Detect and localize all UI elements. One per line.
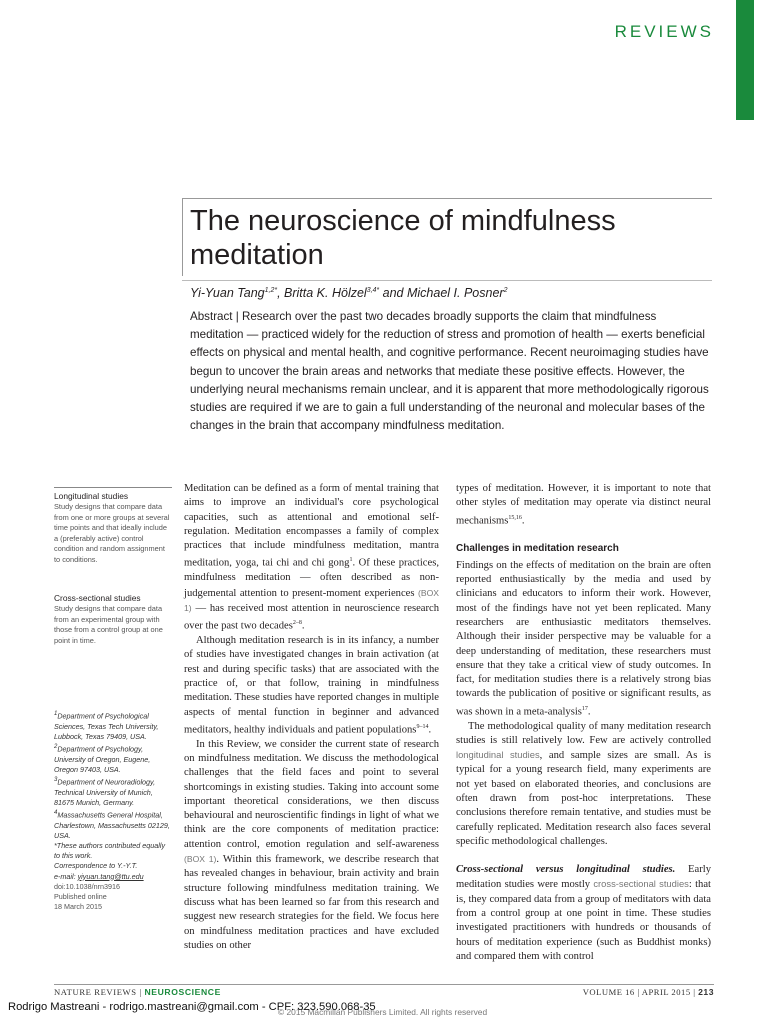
glossary-definition: Study designs that compare data from an experimental group with those from a control group at one point in time.: [54, 604, 163, 645]
abstract: Abstract | Research over the past two decades broadly supports the claim that mindfulness meditation — practiced widely for the reduction of stress and promotion of health — exerts beneficial effects on physical and mental health, and cognitive performance. Recent neuroimaging studies have begun to uncover the brain areas and networks that mediate these positive effects. However, the underlying neural mechanisms remain unclear, and it is apparent that more methodologically rigorous studies are required if we are to gain a full understanding of the neuronal and molecular bases of the changes in the brain that accompany mindfulness meditation.: [190, 310, 709, 433]
journal-name: NATURE REVIEWS | NEUROSCIENCE: [54, 987, 221, 997]
glossary-entry: [54, 487, 172, 566]
paragraph: The methodological quality of many meditation research studies is still relatively low. Few are actively controlled longitudinal studies, and sample sizes are small. As is typical for a young research field, many experiments are not yet based on elaborated theories, and conclusions are often drawn from post-hoc interpretations. These conclusions therefore remain tentative, and studies must be carefully replicated. Meditation research also faces several specific methodological challenges.: [456, 720, 711, 847]
email-link[interactable]: yiyuan.tang@ttu.edu: [77, 871, 144, 881]
glossary-term: Cross-sectional studies: [54, 593, 141, 603]
glossary-term: Longitudinal studies: [54, 491, 129, 501]
published-date: 18 March 2015: [54, 902, 102, 912]
paragraph: In this Review, we consider the current state of research on mindfulness meditation. We discuss the methodological challenges that the field faces and point to several shortcomings in existing studies. Taking into account some important theoretical considerations, we then discuss behavioural and neuroscientific findings in light of what we think are the core components of meditation practice: attention control, emotion regulation and self-awareness (BOX 1). Within this framework, we describe research that has revealed changes in behaviour, brain activity and brain structure following mindfulness meditation training. We discuss what has been learned so far from this research and suggest new research strategies for the field. We focus here on mindfulness meditation practices and have excluded studies on other: [184, 738, 439, 951]
subheading: Cross-sectional versus longitudinal studies.: [456, 864, 676, 876]
footer-rule: [54, 984, 714, 985]
paragraph: Meditation can be defined as a form of mental training that aims to improve an individual's core psychological capacities, such as attentional and emotional self-regulation. Meditation encompasses a family of complex practices that include mindfulness meditation, mantra meditation, yoga, tai chi and chi gong$^1$. Of these practices, mindfulness meditation — often described as non-judgemental attention to present-moment experiences (BOX 1) — has received most attention in neuroscience research over the past two decades$^{2-8}$.: [184, 483, 439, 632]
title-rule-horizontal: [182, 198, 712, 199]
author-affiliation-marker: 1,2*: [264, 286, 278, 294]
title-rule-vertical: [182, 198, 183, 276]
paragraph: Cross-sectional versus longitudinal studies. Early meditation studies were mostly cross-sectional studies: that is, they compared data from a group of meditators with data from a control group at one point in time. These studies investigated practitioners with hundreds or thousands of hours of meditation experience (such as Buddhist monks) and compared them with control: [456, 864, 711, 962]
glossary-entry: [54, 593, 172, 646]
article-title: The neuroscience of mindfulness meditation: [190, 205, 616, 271]
issue-info: VOLUME 16 | APRIL 2015 | 213: [582, 987, 714, 997]
author-list: Yi-Yuan Tang$^{1,2*}$, Britta K. Hölzel$^{3,4*}$ and Michael I. Posner$^2$: [190, 286, 508, 300]
contribution-note: *These authors contributed equally to this work.: [54, 841, 166, 861]
author-name: Yi-Yuan Tang: [190, 286, 265, 300]
glossary-rule: [54, 487, 172, 488]
journal-section: NEUROSCIENCE: [144, 987, 221, 997]
author-name: Britta K. Hölzel: [284, 286, 367, 300]
glossary-term-link[interactable]: cross-sectional studies: [593, 878, 689, 890]
author-affiliation-marker: 3,4*: [366, 286, 380, 294]
affiliation: $^1$Department of Psychological Sciences, Texas Tech University, Lubbock, Texas 79409, USA.: [54, 711, 159, 741]
box-reference[interactable]: (BOX 1): [184, 854, 217, 865]
published-label: Published online: [54, 892, 107, 902]
license-watermark: Rodrigo Mastreani - rodrigo.mastreani@gmail.com - CPF: 323.590.068-35: [8, 1001, 376, 1013]
body-column-1: [184, 482, 439, 953]
author-name: Michael I. Posner: [406, 286, 504, 300]
body-column-2: [456, 482, 711, 964]
paragraph: types of meditation. However, it is important to note that other styles of meditation may operate via distinct neural mechanisms$^{15,16}$.: [456, 483, 711, 527]
doi[interactable]: doi:10.1038/nrn3916: [54, 881, 120, 891]
affiliation: $^2$Department of Psychology, University of Oregon, Eugene, Oregon 97403, USA.: [54, 744, 151, 774]
paragraph: Findings on the effects of meditation on the brain are often reported enthusiastically by the media and used by clinicians and educators to inform their work. However, most of the findings have not yet been replicated. Many researchers are enthusiastic meditators themselves. Although their insider perspective may be valuable for a deep understanding of meditation, these researchers must ensure that they take a critical view of study outcomes. In fact, for meditation studies there is a relatively strong bias towards the publication of positive or significant results, as was shown in a meta-analysis$^{17}$.: [456, 559, 711, 718]
glossary-definition: Study designs that compare data from one or more groups at several time points and that ideally include a (preferably active) control condition and random assignment to conditions.: [54, 502, 170, 564]
email-line: e-mail: yiyuan.tang@ttu.edu: [54, 871, 144, 881]
glossary-term-link[interactable]: longitudinal studies: [456, 749, 540, 761]
paragraph: Although meditation research is in its infancy, a number of studies have investigated changes in brain activation (at rest and during specific tasks) that are associated with the practice of, or that follow, training in mindfulness meditation. These studies have reported changes in multiple aspects of mental function in beginner and advanced meditators, healthy individuals and patient populations$^{9-14}$.: [184, 635, 439, 736]
box-reference[interactable]: (BOX 1): [184, 587, 439, 613]
section-color-tab: [736, 0, 754, 120]
section-label: REVIEWS: [614, 22, 714, 41]
copyright: © 2015 Macmillan Publishers Limited. All rights reserved: [278, 1007, 488, 1017]
author-affiliation-marker: 2: [503, 286, 508, 294]
correspondence: Correspondence to Y.-Y.T.: [54, 861, 138, 871]
page-number: 213: [698, 987, 714, 997]
affiliation: $^4$Massachusetts General Hospital, Charlestown, Massachusetts 02129, USA.: [54, 810, 170, 840]
authors-rule: [182, 280, 712, 281]
affiliations: [54, 709, 172, 912]
section-heading: Challenges in meditation research: [456, 543, 619, 555]
affiliation: $^3$Department of Neuroradiology, Technical University of Munich, 81675 Munich, Germany.: [54, 777, 156, 807]
